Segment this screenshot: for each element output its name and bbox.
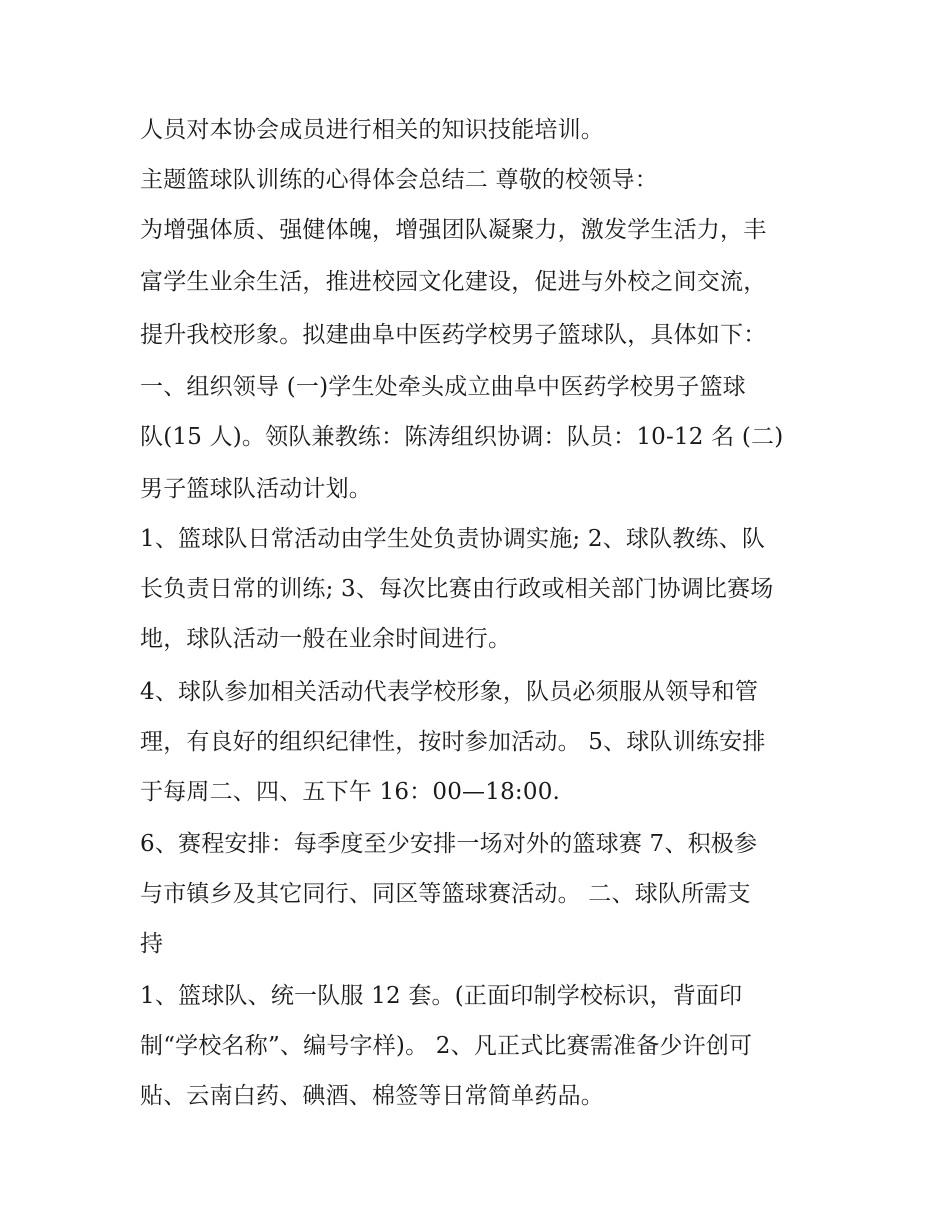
text-line: 贴、云南白药、碘酒、棉签等日常简单药品。 — [140, 1083, 604, 1109]
text-line: 1、篮球队日常活动由学生处负责协调实施; 2、球队教练、队 — [140, 526, 766, 552]
text-line: 为增强体质、强健体魄，增强团队凝聚力，激发学生活力，丰 — [140, 217, 767, 243]
text-line: 制“学校名称”、编号字样)。 2、凡正式比赛需准备少许创可 — [140, 1033, 753, 1059]
text-line: 长负责日常的训练; 3、每次比赛由行政或相关部门协调比赛场 — [140, 576, 774, 602]
text-line: 地，球队活动一般在业余时间进行。 — [140, 626, 512, 652]
text-line: 1、篮球队、统一队服 12 套。(正面印制学校标识，背面印 — [140, 983, 743, 1009]
text-line: 男子篮球队活动计划。 — [140, 476, 372, 502]
text-line: 富学生业余生活，推进校园文化建设，促进与外校之间交流， — [140, 269, 767, 295]
text-line: 于每周二、四、五下午 16：00—18:00. — [140, 779, 561, 805]
text-line: 6、赛程安排：每季度至少安排一场对外的篮球赛 7、积极参 — [140, 831, 758, 857]
text-line: 理，有良好的组织纪律性，按时参加活动。 5、球队训练安排 — [140, 729, 766, 755]
text-line: 持 — [140, 931, 164, 957]
text-line: 与市镇乡及其它同行、同区等篮球赛活动。 二、球队所需支 — [140, 881, 751, 907]
text-line: 人员对本协会成员进行相关的知识技能培训。 — [140, 117, 604, 143]
text-line: 4、球队参加相关活动代表学校形象，队员必须服从领导和管 — [140, 679, 759, 705]
text-line: 提升我校形象。拟建曲阜中医药学校男子篮球队，具体如下： — [140, 322, 767, 348]
text-line: 队(15 人)。领队兼教练：陈涛组织协调：队员：10-12 名 (二) — [140, 424, 784, 450]
text-line: 主题篮球队训练的心得体会总结二 尊敬的校领导： — [140, 167, 658, 193]
text-line: 一、组织领导 (一)学生处牵头成立曲阜中医药学校男子篮球 — [140, 374, 746, 400]
